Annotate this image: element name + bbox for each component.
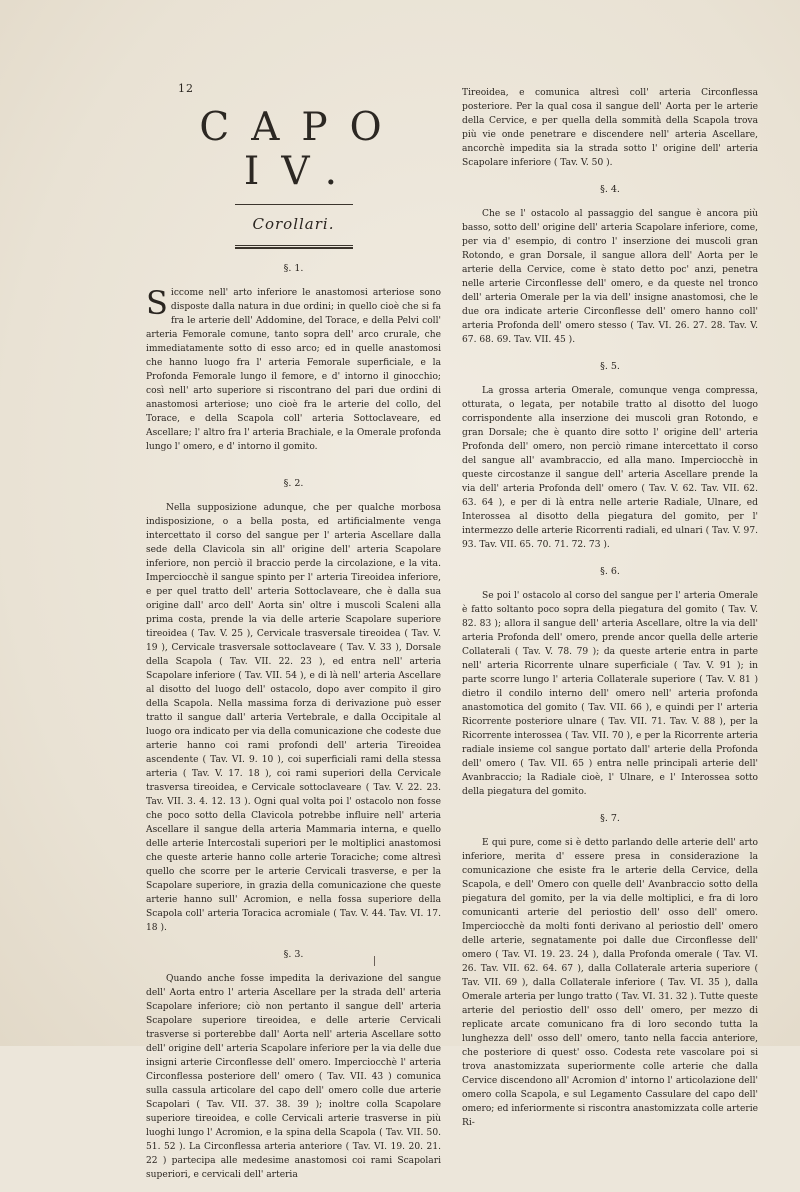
paragraph xyxy=(146,286,441,454)
right-column xyxy=(462,86,758,1140)
drop-cap: S xyxy=(146,284,168,322)
title-rule xyxy=(235,204,353,205)
section-label: §. 2. xyxy=(283,478,304,489)
section-label: §. 1. xyxy=(283,263,304,274)
section-label: §. 6. xyxy=(600,566,620,577)
printer-mark xyxy=(374,956,375,966)
paragraph: Quando anche fosse impedita la derivazione del sangue dell' Aorta entro l' arteria Ascellare per la strada dell' arteria Scapolare inferiore; ciò non pertanto il sangue dell' arteria Scapolare superiore tireoidea, e delle arterie Cervicali trasverse si porterebbe dall' Aorta nell' arteria Ascellare sotto dell' origine dell' arteria Scapolare inferiore per la via delle due insigni arterie Circonflesse dell' omero. Imperciocchè l' arteria Circonflessa posteriore dell' omero ( Tav. VII. 43 ) comunica sulla cassula articolare del capo dell' omero colle due arterie Scapolari ( Tav. VII. 37. 38. 39 ); inoltre colla Scapolare superiore tireoidea, e colle Cervicali arterie trasverse in più luoghi lungo l' Acromion, e la spina della Scapola ( Tav. VII. 50. 51. 52 ). La Circonflessa arteria anteriore ( Tav. VI. 19. 20. 21. 22 ) partecipa alle medesime anastomosi coi rami Scapolari superiori, e cervicali dell' arteria xyxy=(146,974,442,1180)
double-rule xyxy=(235,245,353,249)
section-label: §. 4. xyxy=(600,184,620,195)
section-label: §. 7. xyxy=(600,813,620,824)
paragraph: Se poi l' ostacolo al corso del sangue per l' arteria Omerale è fatto soltanto poco sopra della piegatura del gomito ( Tav. V. 82. 83 ); allora il sangue dell' arteria Ascellare, oltre la via dell' arteria Profonda dell' omero, prende ancor quella delle arterie Collaterali ( Tav. V. 78. 79 ); da queste arterie entra in parte nell' arteria Ricorrente ulnare superficiale ( Tav. V. 91 ); in parte scorre lungo l' arteria Collaterale superiore ( Tav. V. 81 ) dietro il condilo interno dell' omero nell' arteria profonda anastomotica del gomito ( Tav. VII. 66 ), e quindi per l' arteria Ricorrente posteriore ulnare ( Tav. VII. 71. Tav. V. 88 ), per la Ricorrente interossea ( Tav. VII. 70 ), e per la Ricorrente arteria radiale insieme col sangue portato dall' arterie della Profonda dell' omero ( Tav. VII. 65 ) entra nelle principali arterie dell' Avanbraccio; la Radiale cioè, l' Ulnare, e l' Interossea sotto della piegatura del gomito. xyxy=(462,591,758,797)
paragraph-text: iccome nell' arto inferiore le anastomosi arteriose sono disposte dalla natura in due ordini; in quello cioè che si fa fra le arterie dell' Addomine, del Torace, e della Pelvi coll' arteria Femorale comune, tanto sopra dell' arco crurale, che immediatamente sotto di esso arco; ed in quelle anastomosi che hanno luogo fra l' arteria Femorale superficiale, e la Profonda Femorale lungo il femore, e d' intorno il ginocchio; così nell' arto superiore si riscontrano del pari due ordini di anastomosi arteriose; uno cioè fra le arterie del collo, del Torace, e della Scapola coll' arteria Sottoclaveare, ed Ascellare; l' altro fra l' arteria Brachiale, e la Omerale profonda lungo l' omero, e d' intorno il gomito. xyxy=(146,288,441,452)
section-label: §. 5. xyxy=(600,361,620,372)
left-column xyxy=(146,94,441,1192)
paragraph: Nella supposizione adunque, che per qualche morbosa indisposizione, o a bella posta, ed artificialmente venga intercettato il corso del sangue per l' arteria Ascellare dalla sede della Clavicola sin all' origine dell' arteria Scapolare inferiore, non perciò il braccio perde la circolazione, e la vita. Imperciocchè il sangue spinto per l' arteria Tireoidea inferiore, e per quel tratto dell' arteria Sottoclaveare, che è dalla sua origine dall' arco dell' Aorta sin' oltre i muscoli Scaleni alla prima costa, prende la via delle arterie Scapolare superiore tireoidea ( Tav. V. 25 ), Cervicale trasversale tireoidea ( Tav. V. 19 ), Cervicale trasversale sottoclaveare ( Tav. V. 33 ), Dorsale della Scapola ( Tav. VII. 22. 23 ), ed entra nell' arteria Scapolare inferiore ( Tav. VII. 54 ), e di là nell' arteria Ascellare al disotto del luogo dell' ostacolo, dopo aver compito il giro della Scapola. Nella massima forza di derivazione può esser tratto il sangue dall' arteria Vertebrale, e dalla Occipitale al luogo ora indicato per via della comunicazione che codeste due arterie hanno coi rami profondi dell' arteria Tireoidea ascendente ( Tav. VI. 9. 10 ), coi superficiali rami della stessa arteria ( Tav. V. 17. 18 ), coi rami superiori della Cervicale trasversa tireoidea, e Cervicale sottoclaveare ( Tav. V. 22. 23. Tav. VII. 3. 4. 12. 13 ). Ogni qual volta poi l' ostacolo non fosse che poco sotto della Clavicola potrebbe influire nell' arteria Ascellare il sangue della arteria Mammaria interna, e quello delle arterie Intercostali superiori per le moltiplici anastomosi che queste arterie hanno colle arterie Toraciche; come altresì quello che scorre per le arterie Cervicali trasverse, e per la Scapolare superiore, in grazia della comunicazione che queste arterie hanno sull' Acromion, e nella fossa superiore della Scapola coll' arteria Toracica acromiale ( Tav. V. 44. Tav. VI. 17. 18 ). xyxy=(146,503,441,933)
section-label: §. 3. xyxy=(283,949,304,960)
chapter-title: CAPO IV. xyxy=(199,105,404,194)
paragraph: La grossa arteria Omerale, comunque venga compressa, otturata, o legata, per notabile tratto al disotto del luogo corrispondente alla inserzione dei muscoli gran Rotondo, e gran Dorsale; che è quanto dire sotto l' origine dell' arteria Profonda dell' omero, non perciò rimane intercettato il corso del sangue all' avambraccio, ed alla mano. Imperciocchè in queste circostanze il sangue dell' arteria Ascellare prende la via dell' arteria Profonda dell' omero ( Tav. V. 62. Tav. VII. 62. 63. 64 ), e per di là entra nelle arterie Radiale, Ulnare, ed Interossea al disotto della piegatura del gomito, per l' intermezzo delle arterie Ricorrenti radiali, ed ulnari ( Tav. V. 97. 93. Tav. VII. 65. 70. 71. 72. 73 ). xyxy=(462,386,758,550)
paragraph: Tireoidea, e comunica altresì coll' arteria Circonflessa posteriore. Per la qual cosa il sangue dell' Aorta per le arterie della Cervice, e per quella della sommità della Scapola trova più vie onde penetrare e discendere nell' arteria Ascellare, ancorchè impedita sia la strada sotto l' origine dell' arteria Scapolare inferiore ( Tav. V. 50 ). xyxy=(462,88,758,168)
paragraph: E qui pure, come si è detto parlando delle arterie dell' arto inferiore, merita d' essere presa in considerazione la comunicazione che esiste fra le arterie della Cervice, della Scapola, e dell' Omero con quelle dell' Avanbraccio sotto della piegatura del gomito, per la via delle moltiplici, e fra di loro comunicanti arterie del periostio dell' osso dell' omero. Imperciocchè da molti fonti derivano al periostio dell' omero delle arterie, segnatamente poi dalle due Circonflesse dell' omero ( Tav. VI. 19. 23. 24 ), dalla Profonda omerale ( Tav. VI. 26. Tav. VII. 62. 64. 67 ), dalla Collaterale arteria superiore ( Tav. VII. 69 ), dalla Collaterale inferiore ( Tav. VI. 35 ), dalla Omerale arteria per lungo tratto ( Tav. VI. 31. 32 ). Tutte queste arterie del periostio dell' osso dell' omero, per mezzo di replicate arcate comunicano fra di loro secondo tutta la lunghezza dell' osso dell' omero, tanto nella faccia anteriore, che posteriore di quest' osso. Codesta rete vascolare poi si trova anastomizzata superiormente colle arterie che dalla Cervice discendono all' Acromion d' intorno l' articolazione dell' omero colla Scapola, e sul Legamento Cassulare del capo dell' omero; ed inferiormente si riscontra anastomizzata colle arterie Ri- xyxy=(462,838,758,1128)
paragraph: Che se l' ostacolo al passaggio del sangue è ancora più basso, sotto dell' origine dell' arteria Scapolare inferiore, come, per via d' esempio, di contro l' inserzione dei muscoli gran Rotondo, e gran Dorsale, il sangue allora dell' Aorta per le arterie della Cervice, come è stato detto poc' anzi, penetra nelle arterie Circonflesse dell' omero, e da queste nel tronco dell' arteria Omerale per la via dell' insigne anastomosi, che le due ora indicate arterie Circonflesse dell' omero hanno coll' arteria Profonda dell' omero stesso ( Tav. VI. 26. 27. 28. Tav. V. 67. 68. 69. Tav. VII. 45 ). xyxy=(462,209,758,345)
chapter-subtitle: Corollari. xyxy=(252,215,335,233)
page-number: 12 xyxy=(178,82,194,95)
